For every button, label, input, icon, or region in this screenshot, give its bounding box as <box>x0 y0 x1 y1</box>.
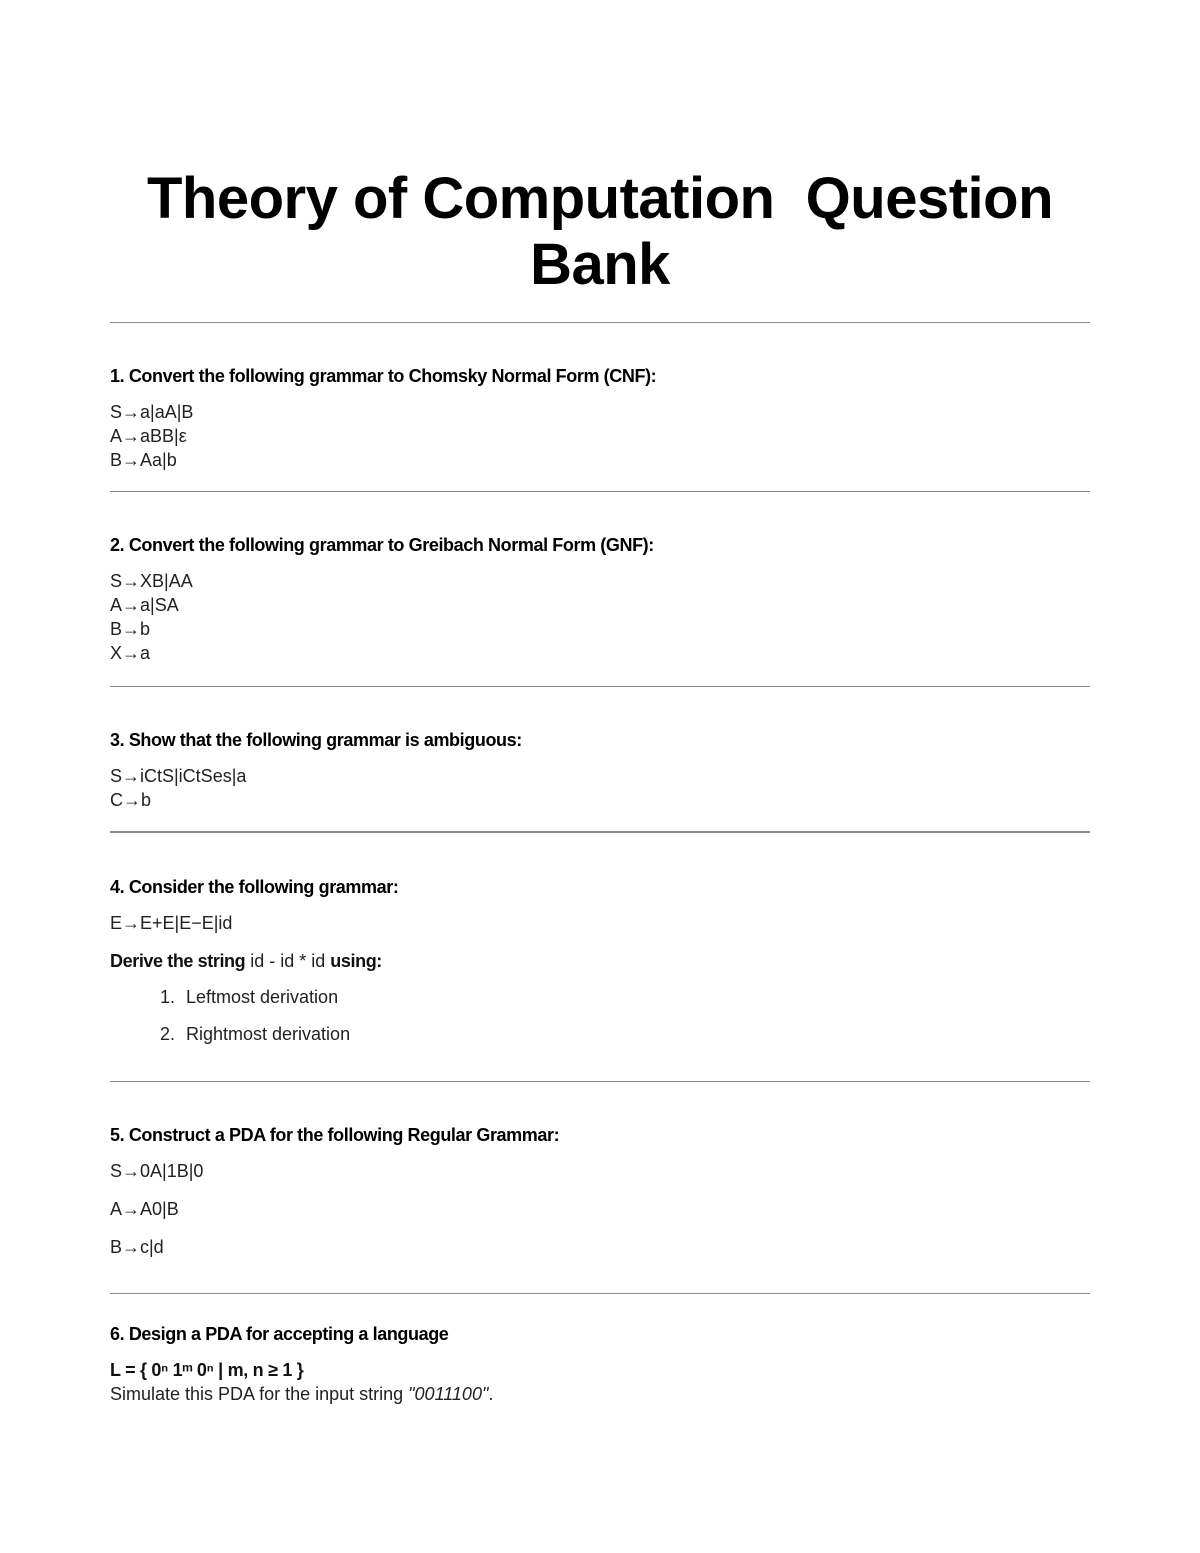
grammar-rule: X→a <box>110 643 151 663</box>
grammar-rule: A→A0|B <box>110 1199 179 1219</box>
grammar-rule: S→a|aA|B <box>110 402 194 422</box>
question-5-heading: 5. Construct a PDA for the following Regular Grammar: <box>110 1125 560 1145</box>
derive-suffix: using: <box>330 951 382 971</box>
derivation-steps <box>110 985 1090 1046</box>
document-title: Theory of Computation Question Bank <box>146 166 1069 297</box>
grammar-rules <box>110 911 1090 935</box>
derive-instruction <box>110 949 1090 973</box>
grammar-rule: C→b <box>110 790 152 810</box>
question-2-heading: 2. Convert the following grammar to Greibach Normal Form (GNF): <box>110 535 654 555</box>
divider <box>110 322 1090 323</box>
list-item: 2. Rightmost derivation <box>180 1022 1090 1046</box>
question-2 <box>110 533 1090 665</box>
grammar-rule: S→XB|AA <box>110 571 193 591</box>
question-4-heading: 4. Consider the following grammar: <box>110 877 399 897</box>
simulate-instruction <box>110 1382 1090 1406</box>
divider <box>110 831 1090 833</box>
question-1-heading: 1. Convert the following grammar to Chomsky Normal Form (CNF): <box>110 366 657 386</box>
language-definition: L = { 0ⁿ 1ᵐ 0ⁿ | m, n ≥ 1 } <box>110 1360 304 1380</box>
question-6 <box>110 1322 1090 1406</box>
grammar-rule: S→0A|1B|0 <box>110 1161 204 1181</box>
grammar-rules <box>110 400 1090 472</box>
grammar-rule: B→c|d <box>110 1237 164 1257</box>
question-6-heading: 6. Design a PDA for accepting a language <box>110 1324 449 1344</box>
question-5 <box>110 1123 1090 1273</box>
grammar-rule: A→aBB|ε <box>110 426 187 446</box>
simulate-suffix: . <box>488 1384 494 1404</box>
simulate-string: "0011100" <box>408 1384 489 1404</box>
divider <box>110 1293 1090 1294</box>
grammar-rule: B→b <box>110 619 151 639</box>
grammar-rules <box>110 1159 1090 1259</box>
question-4 <box>110 875 1090 1059</box>
grammar-rule: A→a|SA <box>110 595 179 615</box>
divider <box>110 491 1090 492</box>
simulate-prefix: Simulate this PDA for the input string <box>110 1384 409 1404</box>
derive-string: id - id * id <box>245 951 331 971</box>
question-3 <box>110 728 1090 812</box>
grammar-rule: S→iCtS|iCtSes|a <box>110 766 247 786</box>
list-item: 1. Leftmost derivation <box>180 985 1090 1009</box>
grammar-rule: E→E+E|E−E|id <box>110 913 233 933</box>
question-3-heading: 3. Show that the following grammar is ambiguous: <box>110 730 522 750</box>
divider <box>110 1081 1090 1082</box>
divider <box>110 686 1090 687</box>
grammar-rule: B→Aa|b <box>110 450 177 470</box>
grammar-rules <box>110 764 1090 812</box>
question-1 <box>110 364 1090 472</box>
grammar-rules <box>110 569 1090 665</box>
derive-prefix: Derive the string <box>110 951 246 971</box>
